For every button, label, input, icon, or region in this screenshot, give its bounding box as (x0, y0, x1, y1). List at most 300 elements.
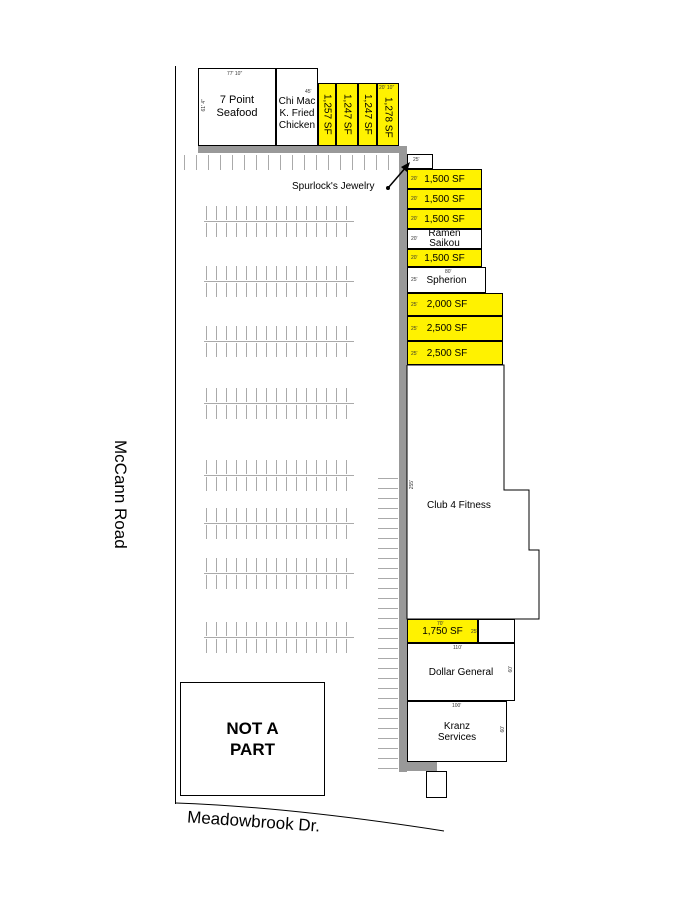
dim-label: 20' (411, 216, 418, 222)
parking-stall-line (286, 405, 287, 419)
parking-stall-line (306, 206, 307, 220)
parking-stall-line (326, 525, 327, 539)
parking-stall-line (236, 326, 237, 340)
parking-stall-line (276, 388, 277, 402)
parking-stall-line (346, 575, 347, 589)
parking-stall-line (378, 488, 398, 489)
parking-stall-line (304, 155, 305, 170)
parking-stall-line (246, 622, 247, 636)
parking-stall-line (296, 558, 297, 572)
parking-stall-line (306, 639, 307, 653)
parking-stall-line (340, 155, 341, 170)
parking-stall-line (378, 738, 398, 739)
parking-stall-line (306, 575, 307, 589)
parking-stall-line (256, 283, 257, 297)
parking-stall-line (296, 575, 297, 589)
parking-stall-line (206, 206, 207, 220)
parking-stall-line (226, 405, 227, 419)
parking-stall-line (256, 477, 257, 491)
unit-name-line2: K. Fried (279, 108, 315, 119)
unit-east-2[interactable] (407, 189, 482, 209)
parking-stall-line (378, 578, 398, 579)
parking-stall-line (256, 326, 257, 340)
not-a-part-line2: PART (229, 740, 275, 759)
parking-stall-line (246, 405, 247, 419)
parking-stall-line (206, 266, 207, 280)
parking-stall-line (276, 206, 277, 220)
parking-stall-line (216, 508, 217, 522)
dim-label: 20' (411, 176, 418, 182)
rear-structure (426, 771, 447, 798)
parking-stall-line (286, 477, 287, 491)
parking-stall-line (316, 460, 317, 474)
parking-stall-line (266, 508, 267, 522)
parking-stall-line (206, 575, 207, 589)
parking-stall-line (316, 206, 317, 220)
parking-stall-line (280, 155, 281, 170)
parking-stall-line (336, 343, 337, 357)
parking-stall-line (316, 283, 317, 297)
dim-label: 20' 10" (379, 85, 395, 91)
parking-stall-line (346, 223, 347, 237)
parking-stall-line (326, 388, 327, 402)
parking-stall-line (216, 283, 217, 297)
parking-stall-line (336, 405, 337, 419)
parking-row-center (204, 523, 354, 524)
mccann-road-label: McCann Road (111, 440, 130, 549)
parking-stall-line (216, 266, 217, 280)
parking-stall-line (236, 460, 237, 474)
parking-stall-line (316, 508, 317, 522)
parking-stall-line (296, 343, 297, 357)
parking-stall-line (266, 343, 267, 357)
parking-stall-line (328, 155, 329, 170)
parking-stall-line (378, 768, 398, 769)
parking-stall-line (306, 266, 307, 280)
parking-stall-line (246, 206, 247, 220)
parking-stall-line (276, 508, 277, 522)
dim-label: 77' 10" (227, 71, 243, 77)
parking-stall-line (266, 477, 267, 491)
parking-stall-line (256, 388, 257, 402)
parking-stall-line (206, 460, 207, 474)
parking-stall-line (220, 155, 221, 170)
parking-stall-line (296, 266, 297, 280)
parking-stall-line (216, 558, 217, 572)
parking-stall-line (326, 460, 327, 474)
parking-stall-line (236, 575, 237, 589)
not-a-part-line1: NOT A (226, 719, 279, 738)
unit-east-3[interactable] (407, 209, 482, 229)
parking-stall-line (206, 508, 207, 522)
parking-stall-line (316, 477, 317, 491)
parking-stall-line (296, 639, 297, 653)
parking-stall-line (216, 326, 217, 340)
parking-stall-line (236, 283, 237, 297)
parking-stall-line (276, 575, 277, 589)
unit-sf: 1,247 SF (362, 94, 373, 135)
parking-stall-line (206, 283, 207, 297)
parking-stall-line (226, 558, 227, 572)
parking-stall-line (246, 223, 247, 237)
parking-stall-line (256, 622, 257, 636)
parking-stall-line (336, 266, 337, 280)
parking-stall-line (226, 223, 227, 237)
parking-stall-line (236, 223, 237, 237)
unit-name-line2: Seafood (216, 107, 258, 119)
parking-stall-line (316, 525, 317, 539)
parking-stall-line (226, 508, 227, 522)
parking-stall-line (378, 568, 398, 569)
dim-label: 110' (453, 645, 462, 651)
parking-stall-line (326, 283, 327, 297)
parking-stall-line (306, 283, 307, 297)
parking-stall-line (378, 508, 398, 509)
parking-stall-line (286, 558, 287, 572)
parking-stall-line (378, 748, 398, 749)
unit-sf: 2,000 SF (426, 299, 468, 310)
parking-stall-line (336, 575, 337, 589)
parking-stall-line (286, 508, 287, 522)
parking-stall-line (236, 405, 237, 419)
dim-label: 60' (508, 666, 514, 673)
parking-row-center (204, 475, 354, 476)
parking-stall-line (226, 206, 227, 220)
parking-stall-line (336, 508, 337, 522)
unit-7-point-seafood[interactable] (198, 68, 276, 146)
unit-top-2[interactable] (336, 83, 358, 146)
parking-stall-line (276, 283, 277, 297)
parking-stall-line (316, 622, 317, 636)
parking-stall-line (216, 223, 217, 237)
parking-stall-line (378, 728, 398, 729)
parking-stall-line (378, 758, 398, 759)
parking-stall-line (276, 639, 277, 653)
parking-stall-line (286, 639, 287, 653)
parking-stall-line (376, 155, 377, 170)
parking-stall-line (336, 206, 337, 220)
parking-stall-line (206, 558, 207, 572)
parking-stall-line (226, 388, 227, 402)
parking-stall-line (296, 525, 297, 539)
parking-stall-line (208, 155, 209, 170)
parking-stall-line (266, 266, 267, 280)
parking-stall-line (276, 266, 277, 280)
parking-stall-line (346, 405, 347, 419)
unit-name: Spherion (426, 274, 467, 286)
parking-stall-line (326, 558, 327, 572)
parking-stall-line (236, 388, 237, 402)
parking-stall-line (276, 405, 277, 419)
parking-stall-line (316, 405, 317, 419)
mccann-road-edge (175, 66, 176, 804)
parking-stall-line (316, 326, 317, 340)
parking-stall-line (266, 326, 267, 340)
parking-stall-line (266, 405, 267, 419)
parking-stall-line (266, 388, 267, 402)
parking-stall-line (378, 498, 398, 499)
parking-stall-line (346, 639, 347, 653)
parking-stall-line (266, 558, 267, 572)
parking-stall-line (286, 575, 287, 589)
parking-stall-line (226, 343, 227, 357)
unit-top-1[interactable] (318, 83, 336, 146)
parking-stall-line (206, 326, 207, 340)
parking-stall-line (246, 639, 247, 653)
unit-sf: 1,500 SF (424, 252, 465, 264)
unit-kranz-services[interactable] (407, 701, 507, 762)
parking-stall-line (216, 639, 217, 653)
parking-stall-line (206, 639, 207, 653)
parking-stall-line (236, 639, 237, 653)
parking-stall-line (378, 588, 398, 589)
parking-stall-line (256, 266, 257, 280)
parking-stall-line (236, 525, 237, 539)
parking-stall-line (316, 388, 317, 402)
parking-stall-line (296, 405, 297, 419)
parking-stall-line (296, 283, 297, 297)
parking-stall-line (316, 155, 317, 170)
parking-stall-line (296, 508, 297, 522)
parking-stall-line (292, 155, 293, 170)
parking-stall-line (226, 525, 227, 539)
parking-stall-line (286, 283, 287, 297)
parking-stall-line (346, 460, 347, 474)
parking-stall-line (266, 575, 267, 589)
parking-stall-line (306, 477, 307, 491)
parking-stall-line (346, 388, 347, 402)
parking-stall-line (316, 223, 317, 237)
parking-stall-line (216, 343, 217, 357)
parking-stall-line (378, 638, 398, 639)
dim-label: 80' (445, 269, 452, 275)
parking-stall-line (246, 343, 247, 357)
dim-label: 255' (409, 480, 415, 490)
parking-stall-line (336, 460, 337, 474)
parking-stall-line (246, 283, 247, 297)
parking-stall-line (326, 266, 327, 280)
unit-east-1[interactable] (407, 169, 482, 189)
parking-stall-line (206, 477, 207, 491)
parking-stall-line (226, 266, 227, 280)
parking-stall-line (256, 575, 257, 589)
parking-stall-line (266, 460, 267, 474)
unit-name-line1: Kranz (443, 720, 471, 732)
parking-stall-line (266, 525, 267, 539)
parking-stall-line (296, 388, 297, 402)
parking-stall-line (346, 508, 347, 522)
parking-stall-line (256, 558, 257, 572)
parking-stall-line (246, 575, 247, 589)
dim-label: 60' (500, 726, 506, 733)
unit-name-line1: 7 Point (219, 94, 255, 106)
parking-stall-line (266, 206, 267, 220)
parking-stall-line (336, 525, 337, 539)
parking-stall-line (378, 648, 398, 649)
parking-stall-line (336, 388, 337, 402)
dim-label: 25' (471, 629, 478, 635)
parking-stall-line (246, 326, 247, 340)
parking-stall-line (246, 460, 247, 474)
dim-label: 25' (411, 302, 418, 308)
parking-stall-line (286, 525, 287, 539)
parking-stall-line (266, 223, 267, 237)
parking-stall-line (232, 155, 233, 170)
unit-chi-mac[interactable] (276, 68, 318, 146)
parking-stall-line (256, 639, 257, 653)
parking-stall-line (306, 460, 307, 474)
parking-stall-line (286, 343, 287, 357)
parking-stall-line (246, 388, 247, 402)
unit-sf: 1,257 SF (321, 94, 333, 135)
unit-name-line3: Chicken (278, 120, 316, 131)
parking-stall-line (296, 223, 297, 237)
unit-east-7[interactable] (407, 293, 503, 316)
unit-east-5[interactable] (407, 249, 482, 267)
parking-stall-line (346, 283, 347, 297)
parking-stall-line (378, 618, 398, 619)
parking-stall-line (216, 525, 217, 539)
parking-stall-line (276, 460, 277, 474)
parking-stall-line (378, 558, 398, 559)
parking-stall-line (378, 518, 398, 519)
parking-stall-line (286, 223, 287, 237)
parking-stall-line (346, 622, 347, 636)
parking-stall-line (316, 266, 317, 280)
unit-sf: 1,500 SF (424, 193, 465, 205)
parking-stall-line (256, 343, 257, 357)
parking-stall-line (306, 525, 307, 539)
unit-dollar-general[interactable] (407, 643, 515, 701)
parking-stall-line (346, 477, 347, 491)
parking-stall-line (244, 155, 245, 170)
parking-stall-line (236, 508, 237, 522)
parking-stall-line (286, 206, 287, 220)
parking-row-center (204, 573, 354, 574)
parking-stall-line (306, 622, 307, 636)
parking-stall-line (306, 405, 307, 419)
parking-stall-line (306, 508, 307, 522)
parking-stall-line (266, 639, 267, 653)
unit-club-4-fitness[interactable] (406, 364, 546, 620)
parking-stall-line (378, 658, 398, 659)
parking-row-center (204, 403, 354, 404)
parking-stall-line (326, 206, 327, 220)
parking-stall-line (206, 525, 207, 539)
parking-stall-line (316, 639, 317, 653)
unit-top-3[interactable] (358, 83, 377, 146)
unit-name: Dollar General (428, 666, 494, 678)
unit-ramen-saikou[interactable] (407, 229, 482, 249)
not-a-part-parcel (180, 682, 325, 796)
unit-east-12-vacant[interactable] (478, 619, 515, 643)
parking-stall-line (326, 326, 327, 340)
parking-stall-line (316, 558, 317, 572)
parking-stall-line (246, 477, 247, 491)
spurlocks-label: Spurlock's Jewelry (292, 181, 375, 192)
parking-stall-line (286, 388, 287, 402)
parking-stall-line (216, 405, 217, 419)
parking-stall-line (226, 622, 227, 636)
parking-stall-line (184, 155, 185, 170)
parking-stall-line (236, 622, 237, 636)
parking-stall-line (276, 558, 277, 572)
parking-stall-line (216, 477, 217, 491)
unit-east-8[interactable] (407, 316, 503, 341)
parking-stall-line (246, 525, 247, 539)
unit-spherion[interactable] (407, 267, 486, 293)
parking-stall-line (326, 477, 327, 491)
unit-east-9[interactable] (407, 341, 503, 365)
dim-label: 25' (411, 326, 418, 332)
parking-stall-line (206, 223, 207, 237)
parking-stall-line (352, 155, 353, 170)
parking-stall-line (316, 343, 317, 357)
unit-sf: 1,247 SF (341, 94, 353, 135)
dim-label: 70' (437, 621, 444, 627)
parking-stall-line (306, 326, 307, 340)
parking-stall-line (336, 622, 337, 636)
parking-stall-line (216, 206, 217, 220)
parking-stall-line (378, 698, 398, 699)
parking-stall-line (326, 343, 327, 357)
unit-name-club-4-fitness: Club 4 Fitness (427, 500, 491, 511)
parking-stall-line (226, 326, 227, 340)
parking-stall-line (236, 206, 237, 220)
parking-stall-line (206, 405, 207, 419)
parking-stall-line (346, 558, 347, 572)
parking-stall-line (256, 460, 257, 474)
meadowbrook-road-label: Meadowbrook Dr. (186, 807, 321, 836)
parking-stall-line (346, 525, 347, 539)
south-walkway-end (399, 762, 437, 771)
parking-stall-line (206, 343, 207, 357)
parking-stall-line (256, 206, 257, 220)
parking-stall-line (336, 477, 337, 491)
dim-label: 25' (413, 157, 420, 163)
unit-east-11[interactable] (407, 619, 478, 643)
parking-stall-line (236, 558, 237, 572)
parking-stall-line (346, 326, 347, 340)
parking-row-center (204, 637, 354, 638)
parking-stall-line (326, 575, 327, 589)
parking-stall-line (286, 266, 287, 280)
parking-stall-line (296, 460, 297, 474)
parking-stall-line (316, 575, 317, 589)
parking-stall-line (266, 283, 267, 297)
parking-stall-line (378, 668, 398, 669)
parking-stall-line (236, 266, 237, 280)
parking-stall-line (226, 477, 227, 491)
parking-stall-line (388, 155, 389, 170)
parking-stall-line (306, 223, 307, 237)
unit-top-4[interactable] (377, 83, 399, 146)
parking-stall-line (378, 628, 398, 629)
unit-sf: 1,500 SF (424, 213, 465, 225)
dim-label: 20' (411, 196, 418, 202)
parking-stall-line (276, 622, 277, 636)
parking-stall-line (346, 343, 347, 357)
unit-sf: 1,750 SF (422, 625, 463, 637)
parking-stall-line (236, 477, 237, 491)
parking-stall-line (256, 525, 257, 539)
unit-name-line2: Saikou (429, 238, 460, 249)
unit-sf: 2,500 SF (426, 347, 468, 359)
parking-stall-line (276, 343, 277, 357)
dim-label: 61' 4" (201, 99, 207, 112)
parking-stall-line (246, 508, 247, 522)
parking-stall-line (286, 460, 287, 474)
